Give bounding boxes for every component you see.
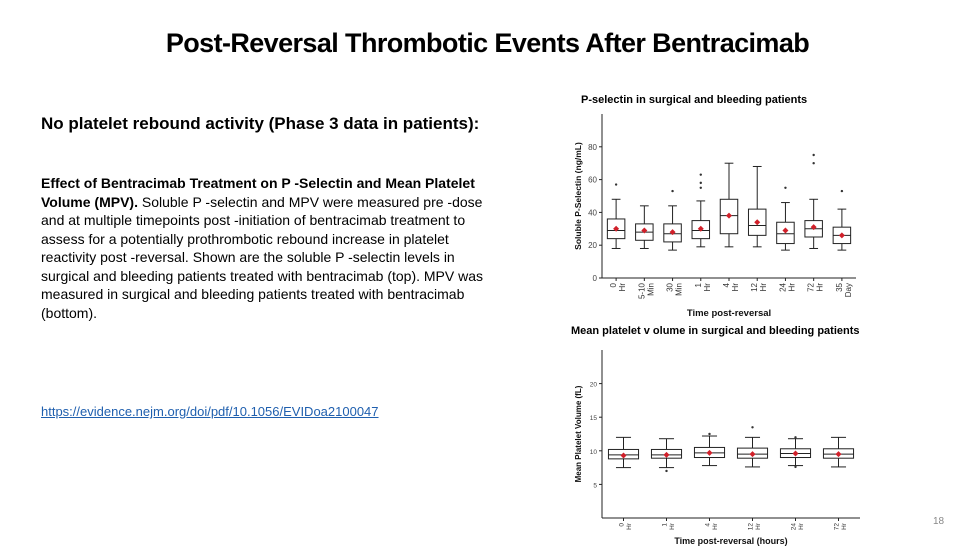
x-tick-label: Hr xyxy=(702,283,712,292)
p-selectin-chart xyxy=(568,106,858,324)
x-tick-label: 0 xyxy=(618,523,626,527)
x-tick-label: 12 xyxy=(750,283,760,292)
outlier-point xyxy=(615,183,617,185)
x-tick-label: 1 xyxy=(693,283,703,288)
y-tick-label: 20 xyxy=(588,241,597,251)
outlier-point xyxy=(665,470,667,472)
mpv-chart xyxy=(568,342,868,548)
y-tick-label: 15 xyxy=(589,415,597,423)
reference-link[interactable]: https://evidence.nejm.org/doi/pdf/10.1056/EVIDoa2100047 xyxy=(41,404,379,419)
y-tick-label: 20 xyxy=(589,381,597,389)
page-number: 18 xyxy=(933,516,945,527)
x-tick-label: Min xyxy=(646,283,656,296)
outlier-point xyxy=(812,154,814,156)
body-bold-lead: Effect of Bentracimab Treatment on P -Selectin and Mean Platelet Volume (MPV). xyxy=(41,175,475,210)
x-tick-label: Hr xyxy=(759,283,769,292)
x-tick-label: Hr xyxy=(787,283,797,292)
slide-title: Post-Reversal Thrombotic Events After Bentracimab xyxy=(165,28,810,58)
x-tick-label: Hr xyxy=(669,523,676,530)
chart1-title: P-selectin in surgical and bleeding patients xyxy=(581,94,808,106)
outlier-point xyxy=(794,466,796,468)
x-tick-label: Hr xyxy=(798,523,805,530)
y-tick-label: 0 xyxy=(592,274,597,283)
x-tick-label: 12 xyxy=(747,523,755,531)
x-tick-label: Hr xyxy=(815,283,825,292)
x-tick-label: 4 xyxy=(722,283,731,288)
outlier-point xyxy=(751,426,753,428)
x-tick-label: 1 xyxy=(661,523,669,527)
chart2-title: Mean platelet v olume in surgical and bleeding patients xyxy=(571,325,860,337)
x-tick-label: Min xyxy=(674,283,684,296)
outlier-point xyxy=(700,182,702,184)
x-tick-label: 24 xyxy=(778,283,788,292)
outlier-point xyxy=(841,190,843,192)
body-text: Soluble P -selectin and MPV were measured pre -dose and at multiple timepoints post -initiation of bentracimab treatment to assess for a potentially prothrombotic rebound increase in platelet reactivity post -reversal. Shown are the soluble P -selectin levels in surgical and bleeding patients treated with bentracimab (top). MPV was measured in surgical and bleeding patients treated with bentracimab (bottom). xyxy=(41,193,484,321)
outlier-point xyxy=(700,173,702,175)
x-tick-label: 5-10 xyxy=(637,283,647,300)
y-tick-label: 60 xyxy=(588,175,597,185)
x-axis-label: Time post-reversal (hours) xyxy=(674,536,788,546)
x-tick-label: 30 xyxy=(665,283,675,292)
x-tick-label: Hr xyxy=(626,523,633,530)
x-tick-label: 4 xyxy=(704,523,712,527)
x-tick-label: 24 xyxy=(790,523,798,531)
slide-subhead: No platelet rebound activity (Phase 3 data in patients): xyxy=(41,114,480,133)
outlier-point xyxy=(794,436,796,438)
outlier-point xyxy=(812,162,814,164)
x-tick-label: 35 xyxy=(834,283,844,292)
x-tick-label: 72 xyxy=(833,523,841,531)
x-tick-label: 72 xyxy=(806,283,816,292)
y-tick-label: 40 xyxy=(588,208,597,218)
x-axis-label: Time post-reversal xyxy=(686,308,772,319)
y-tick-label: 80 xyxy=(588,142,597,152)
body-paragraph xyxy=(41,174,496,322)
x-tick-label: Day xyxy=(843,283,853,298)
y-tick-label: 10 xyxy=(589,448,597,456)
x-tick-label: Hr xyxy=(755,523,762,530)
x-tick-label: 0 xyxy=(609,283,619,288)
x-tick-label: Hr xyxy=(618,283,628,292)
x-tick-label: Hr xyxy=(841,523,848,530)
outlier-point xyxy=(671,190,673,192)
outlier-point xyxy=(700,187,702,189)
y-axis-label: Soluble P-Selectin (ng/mL) xyxy=(573,142,583,250)
outlier-point xyxy=(708,433,710,435)
x-tick-label: Hr xyxy=(712,523,719,530)
x-tick-label: Hr xyxy=(731,283,740,292)
outlier-point xyxy=(784,187,786,189)
y-tick-label: 5 xyxy=(593,482,597,490)
y-axis-label: Mean Platelet Volume (fL) xyxy=(574,385,583,483)
